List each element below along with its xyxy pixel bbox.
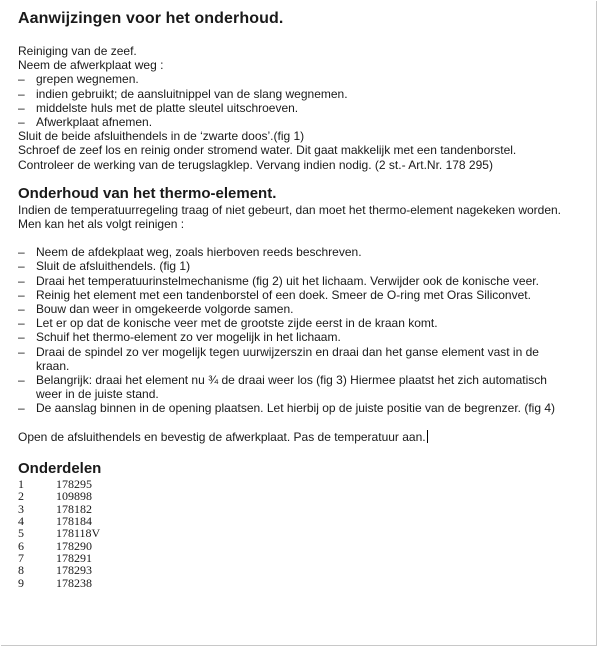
list-item: – Schuif het thermo-element zo ver mogelijk in het lichaam. [18, 330, 341, 345]
closing-text[interactable]: Open de afsluithendels en bevestig de afwerkplaat. Pas de temperatuur aan. [18, 429, 426, 444]
text-line: Controleer de werking van de terugslagklep. Vervang indien nodig. (2 st.- Art.Nr. 178 295) [18, 157, 493, 172]
parts-row: 1 178295 [18, 476, 92, 491]
parts-row: 9 178238 [18, 575, 92, 590]
list-item: – Belangrijk: draai het element nu ¾ de draai weer los (fig 3) Hiermee plaatst het zich automatisch weer in de juiste stand. [18, 372, 547, 402]
intro-line: Indien de temperatuurregeling traag of niet gebeurt, dan moet het thermo-element nagekeken worden. [18, 202, 562, 217]
parts-row: 3 178182 [18, 501, 92, 516]
list-item: – De aanslag binnen in de opening plaatsen. Let hierbij op de juiste positie van de begrenzer. (fig 4) [18, 401, 556, 416]
list-item: – Draai de spindel zo ver mogelijk tegen uurwijzerszin en draai dan het ganse element vast in de kraan. [18, 344, 539, 373]
list-item: – Draai het temperatuurinstelmechanisme (fig 2) uit het lichaam. Verwijder ook de konische veer. [18, 273, 539, 288]
parts-row: 6 178290 [18, 538, 92, 553]
intro-line: Neem de afwerkplaat weg : [18, 58, 164, 73]
text-line: Sluit de beide afsluithendels in de ‘zwarte doos’.(fig 1) [18, 129, 305, 144]
parts-title: Onderdelen [18, 459, 102, 477]
thermo-element-title: Onderhoud van het thermo-element. [18, 184, 277, 202]
maintenance-title: Aanwijzingen voor het onderhoud. [18, 10, 284, 27]
list-item: – Neem de afdekplaat weg, zoals hierboven reeds beschreven. [18, 245, 362, 260]
text-line: Schroef de zeef los en reinig onder stromend water. Dit gaat makkelijk met een tandenborstel. [18, 143, 517, 158]
list-item: – indien gebruikt; de aansluitnippel van de slang wegnemen. [18, 86, 348, 101]
parts-row: 7 178291 [18, 551, 92, 566]
list-item: – middelste huls met de platte sleutel uitschroeven. [18, 100, 299, 115]
list-item: – Afwerkplaat afnemen. [18, 114, 153, 129]
parts-row: 8 178293 [18, 563, 92, 578]
parts-row: 2 109898 [18, 489, 92, 504]
intro-line: Reiniging van de zeef. [18, 44, 137, 58]
parts-row: 4 178184 [18, 513, 92, 528]
document-body [18, 8, 578, 589]
list-item: – Let er op dat de konische veer met de grootste zijde eerst in de kraan komt. [18, 316, 438, 331]
list-item: – Sluit de afsluithendels. (fig 1) [18, 259, 191, 274]
parts-row: 5 178118V [18, 526, 101, 541]
text-cursor [427, 430, 428, 443]
intro-line: Men kan het als volgt reinigen : [18, 216, 185, 231]
list-item: – grepen wegnemen. [18, 72, 139, 87]
list-item: – Bouw dan weer in omgekeerde volgorde samen. [18, 301, 294, 316]
list-item: – Reinig het element met een tandenborstel of een doek. Smeer de O-ring met Oras Siliconvet. [18, 287, 531, 302]
